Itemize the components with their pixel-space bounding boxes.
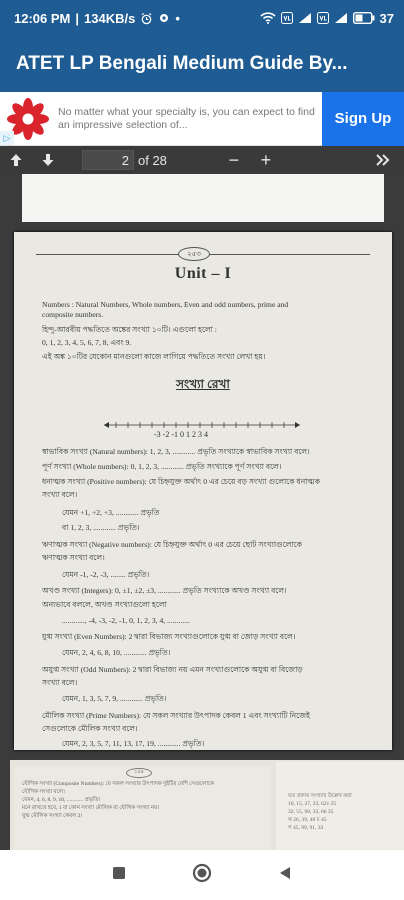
next-page-line: 10, 15, 27, 23, 621 25 [288,801,337,807]
doc-line: বা 1, 2, 3, ............ প্রভৃতি। [62,523,140,532]
status-divider: | [75,10,80,26]
arrow-up-icon [9,153,23,167]
status-time: 12:06 PM [14,10,71,26]
doc-line: সংখ্যা বলে। [42,490,78,499]
unit-title: Unit – I [174,265,232,282]
next-page-line: যেমন, 4, 6, 8, 9, 10, ............ প্রভৃতি। [22,797,101,803]
adchoices-icon[interactable]: ▷ [0,131,14,145]
signal-icon-2 [334,12,348,24]
pdf-toolbar [0,146,404,174]
next-page-line: যৌগিক সংখ্যা বলে। [22,789,65,795]
doc-line: হিন্দু-আরবীয় পদ্ধতিতে অঙ্কের সংখ্যা ১০টি। এগুলো হলো : [42,325,217,334]
settings-icon [158,12,170,24]
pdf-page-2[interactable] [14,232,392,750]
next-page-line: যৌগিক সংখ্যা (Composite Numbers): যে সকল সংখ্যার উৎপাদক দুইটির বেশি সেগুলোকে [22,781,215,787]
app-bar [0,36,404,92]
zoom-in-button[interactable]: + [260,149,272,170]
doc-line: এই অঙ্ক ১০টির যেকোন মানগুলো কাজে লাগিয়ে পদ্ধতিতে সংখ্যা লেখা হয়। [42,352,266,361]
doc-line: অন্যভাবে বললে, অখণ্ড সংখ্যাগুলো হলো [42,600,167,609]
signal-icon [298,12,312,24]
next-page-right-column [276,762,404,850]
doc-line: অখণ্ড সংখ্যা (Integers): 0, ±1, ±2, ±3, ............ প্রভৃতি সংখ্যাকে অখণ্ড সংখ্যা বলে। [42,586,287,595]
next-page-line: মনে রাখতে হবে, 1 বা কোন সংখ্যা মৌলিক বা যৌগিক সংখ্যা নয়। [22,805,160,811]
pdf-page-3[interactable] [10,760,404,850]
doc-line: composite numbers. [42,310,104,319]
app-title: ATET LP Bengali Medium Guide By... [16,53,348,74]
next-page-button[interactable] [32,146,64,174]
square-icon [112,866,126,880]
home-button[interactable] [192,863,212,888]
status-bar [0,0,404,36]
next-page-line: ক 26, 39, 48 চ 45 [288,817,327,823]
double-chevron-right-icon [375,153,391,167]
wifi-icon [260,12,276,24]
doc-line: যেমন, 2, 4, 6, 8, 10, ............ প্রভৃতি। [62,648,171,657]
next-page-line: যুগ্ম মৌলিক সংখ্যা কেবল 2। [22,813,83,819]
page-number-input[interactable] [82,150,134,170]
doc-line: ............, -4, -3, -2, -1, 0, 1, 2, 3, 4, ............ [62,616,190,625]
triangle-back-icon [278,866,292,880]
doc-line: সেগুলোকে মৌলিক সংখ্যা বলে। [42,724,138,733]
status-dot: • [175,10,180,26]
doc-line: Numbers : Natural Numbers, Whole numbers, Even and odd numbers, prime and [42,300,289,309]
next-page-left-column [14,766,270,850]
doc-line: ঋণাত্মক সংখ্যা (Negative numbers): যে চিহ্নযুক্ত অর্থাৎ 0 এর চেয়ে ছোট সংখ্যাগুলোকে [42,540,303,549]
number-line-labels: -3 -2 -1 0 1 2 3 4 [154,430,208,439]
previous-page-button[interactable] [0,146,32,174]
circle-icon [192,863,212,883]
doc-line: যুগ্ম সংখ্যা (Even Numbers): 2 দ্বারা বিভাজ্য সংখ্যাগুলোকে যুগ্ম বা জোড় সংখ্যা বলে। [42,632,296,641]
doc-line: 0, 1, 2, 3, 4, 5, 6, 7, 8, এবং 9. [42,338,132,347]
status-network-speed: 134KB/s [84,10,136,26]
alarm-icon [140,12,153,25]
pdf-viewer[interactable] [0,174,404,850]
page-count-label: of 28 [138,152,167,168]
pdf-page-1[interactable] [22,174,384,222]
ad-text[interactable]: No matter what your specialty is, you can expect to find an impressive selection of... [58,105,315,131]
doc-line: ধনাত্মক সংখ্যা (Positive numbers): যে চিহ্নযুক্ত অর্থাৎ 0 এর চেয়ে বড় সংখ্যা গুলোকে ধনাত্মক [42,477,321,486]
doc-line: অযুগ্ম সংখ্যা (Odd Numbers): 2 দ্বারা বিভাজ্য নয় এমন সংখ্যাগুলোকে অযুগ্ম বা বিজোড় [42,665,303,674]
back-button[interactable] [278,866,292,885]
arrow-down-icon [41,153,55,167]
next-page-line: যত প্রকার সংখ্যার উল্লেখ করা [288,793,352,799]
doc-line: পূর্ণ সংখ্যা (Whole numbers): 0, 1, 2, 3, ............ প্রভৃতি সংখ্যাকে পূর্ণ সংখ্যা বলে। [42,462,282,471]
number-line-heading: সংখ্যা রেখা [176,379,230,390]
next-page-line: 32, 55, 90, 33, 66 35 [288,809,334,815]
ad-banner[interactable] [0,92,404,146]
page-header-tag: ২৫৩ [178,247,210,261]
next-page-tag: ২৫৪ [126,768,152,778]
next-page-line: গ 45, 99, 91, 33 [288,825,324,831]
volte-icon [281,12,293,24]
doc-line: যেমন -1, -2, -3, ........ প্রভৃতি। [62,570,150,579]
zoom-out-button[interactable]: − [228,149,240,170]
doc-line: স্বাভাবিক সংখ্যা (Natural numbers): 1, 2, 3, ............ প্রভৃতি সংখ্যাকে স্বাভাবিক সংখ্যা বলে। [42,447,310,456]
battery-percent: 37 [379,10,394,26]
doc-line: যেমন, 1, 3, 5, 7, 9, ............ প্রভৃতি। [62,694,167,703]
page-content [22,242,384,748]
doc-line: মৌলিক সংখ্যা (Prime Numbers): যে সকল সংখ্যার উৎপাদক কেবল 1 এবং সংখ্যাটি নিজেই [42,711,310,720]
ad-signup-button[interactable]: Sign Up [322,92,404,146]
volte-icon-2 [317,12,329,24]
battery-icon [353,12,375,24]
doc-line: যেমন +1, +2, +3, ............ প্রভৃতি [62,508,160,517]
doc-line: যেমন, 2, 3, 5, 7, 11, 13, 17, 19, ............ প্রভৃতি। [62,739,205,748]
doc-line: সংখ্যা বলে। [42,678,78,687]
system-nav-bar [0,850,404,900]
tools-menu-button[interactable] [368,146,398,174]
recents-button[interactable] [112,866,126,885]
doc-line: ঋণাত্মক সংখ্যা বলে। [42,553,105,562]
